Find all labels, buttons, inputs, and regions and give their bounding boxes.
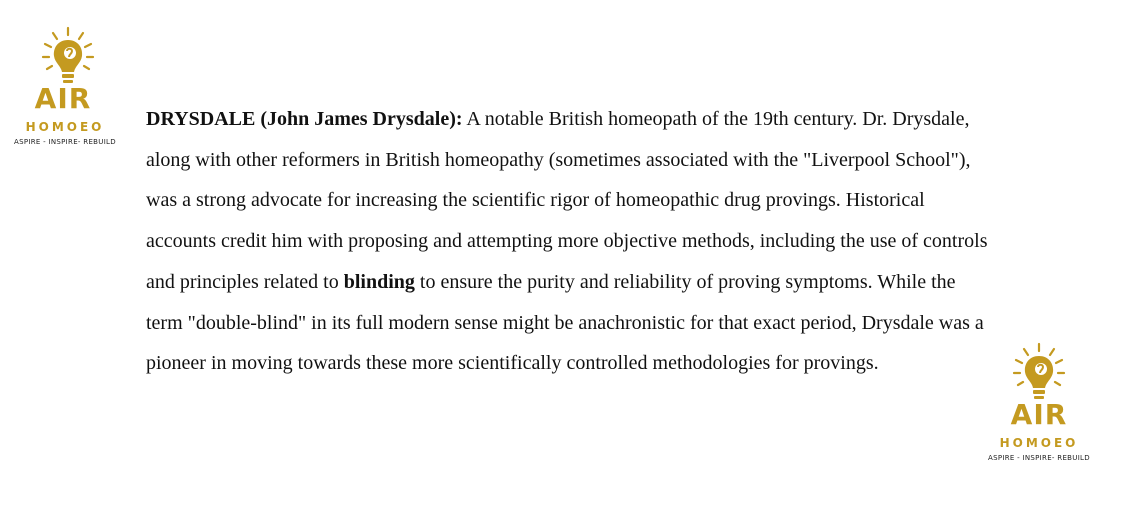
logo-subtitle: HOMOEO [999, 436, 1079, 450]
logo-subtitle: HOMOEO [25, 120, 105, 134]
article-term: DRYSDALE (John James Drysdale): [146, 108, 463, 130]
article-emphasis: blinding [343, 270, 415, 293]
article-text-part-2: to ensure the purity and reliability of proving symptoms. While the term "double-blind" in its full modern sense might be anachronistic for that exact period, Drysdale was a pioneer in moving towards these more scientifically controlled methodologies for provings. [146, 270, 984, 375]
air-homoeo-logo-bottom [984, 340, 1094, 470]
article-text-part-1: A notable British homeopath of the 19th century. Dr. Drysdale, along with other reformers in British homeopathy (sometimes associated with the "Liverpool School"), was a strong advocate for increasing the scientific rigor of homeopathic drug provings. Historical accounts credit him with proposing and attempting more objective methods, including the use of controls and principles related to [146, 108, 988, 293]
logo-tagline: ASPIRE - INSPIRE- REBUILD [14, 138, 116, 146]
air-homoeo-logo-top [14, 24, 130, 154]
article-paragraph [146, 99, 996, 384]
logo-wordmark: AIR [34, 82, 92, 115]
logo-tagline: ASPIRE - INSPIRE- REBUILD [988, 454, 1090, 462]
logo-wordmark: AIR [1010, 398, 1068, 431]
